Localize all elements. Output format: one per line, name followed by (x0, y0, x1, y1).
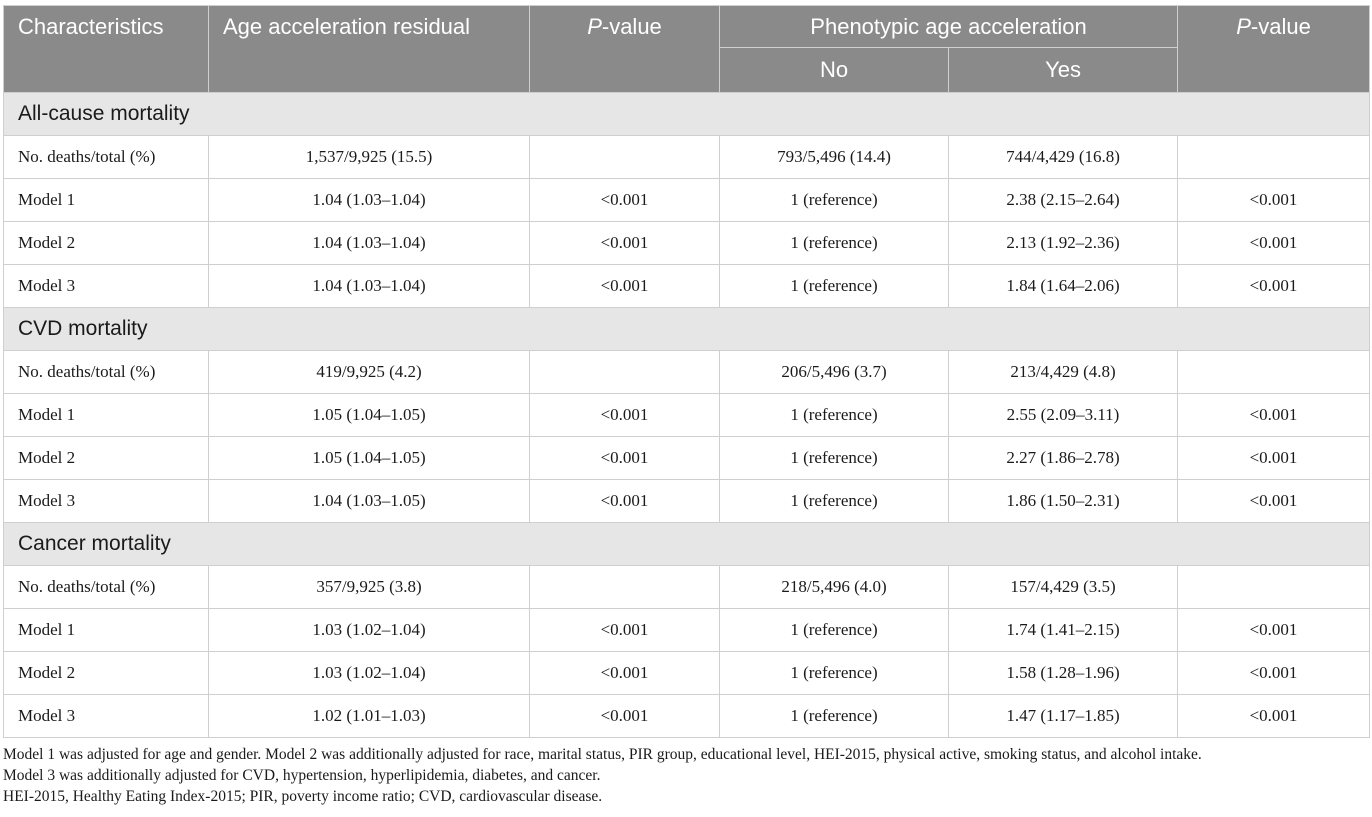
cell-no: 793/5,496 (14.4) (720, 136, 949, 179)
cell-residual: 1.04 (1.03–1.04) (209, 179, 530, 222)
table-row (4, 695, 1370, 738)
row-label: Model 3 (4, 695, 209, 738)
cell-p-value-1: <0.001 (530, 437, 720, 480)
row-label: Model 2 (4, 222, 209, 265)
cell-p-value-1 (530, 566, 720, 609)
row-label: Model 2 (4, 652, 209, 695)
cell-p-value-1: <0.001 (530, 222, 720, 265)
cell-p-value-2: <0.001 (1178, 179, 1370, 222)
cell-residual: 419/9,925 (4.2) (209, 351, 530, 394)
header-p-value-1: P-value (530, 6, 720, 93)
row-label: Model 3 (4, 265, 209, 308)
section-row (4, 308, 1370, 351)
table-row (4, 222, 1370, 265)
cell-p-value-2: <0.001 (1178, 609, 1370, 652)
cell-yes: 213/4,429 (4.8) (949, 351, 1178, 394)
cell-no: 1 (reference) (720, 437, 949, 480)
cell-no: 1 (reference) (720, 394, 949, 437)
row-label: No. deaths/total (%) (4, 136, 209, 179)
cell-p-value-1: <0.001 (530, 652, 720, 695)
cell-no: 1 (reference) (720, 695, 949, 738)
header-age-acceleration-residual: Age acceleration residual (209, 6, 530, 93)
results-table-container (3, 5, 1369, 807)
row-label: No. deaths/total (%) (4, 566, 209, 609)
table-row (4, 437, 1370, 480)
cell-p-value-1 (530, 136, 720, 179)
header-p-value-2: P-value (1178, 6, 1370, 93)
cell-no: 1 (reference) (720, 179, 949, 222)
cell-no: 1 (reference) (720, 609, 949, 652)
table-row (4, 566, 1370, 609)
header-characteristics: Characteristics (4, 6, 209, 93)
cell-yes: 2.55 (2.09–3.11) (949, 394, 1178, 437)
cell-p-value-2: <0.001 (1178, 437, 1370, 480)
section-row (4, 523, 1370, 566)
row-label: Model 2 (4, 437, 209, 480)
cell-p-value-2 (1178, 136, 1370, 179)
footnote-line: Model 3 was additionally adjusted for CVD, hypertension, hyperlipidemia, diabetes, and cancer. (3, 767, 601, 784)
table-header (4, 6, 1370, 93)
cell-yes: 1.84 (1.64–2.06) (949, 265, 1178, 308)
cell-p-value-1: <0.001 (530, 480, 720, 523)
cell-p-value-1: <0.001 (530, 394, 720, 437)
cell-yes: 1.86 (1.50–2.31) (949, 480, 1178, 523)
cell-yes: 1.74 (1.41–2.15) (949, 609, 1178, 652)
footnote-line: Model 1 was adjusted for age and gender. Model 2 was additionally adjusted for race, marital status, PIR group, educational level, HEI-2015, physical active, smoking status, and alcohol intake. (3, 746, 1202, 763)
table-row (4, 652, 1370, 695)
cell-p-value-2: <0.001 (1178, 265, 1370, 308)
cell-p-value-1: <0.001 (530, 609, 720, 652)
table-row (4, 265, 1370, 308)
header-no: No (720, 48, 949, 93)
header-yes: Yes (949, 48, 1178, 93)
cell-no: 1 (reference) (720, 222, 949, 265)
cell-p-value-1: <0.001 (530, 265, 720, 308)
cell-p-value-2: <0.001 (1178, 480, 1370, 523)
table-row (4, 136, 1370, 179)
cell-yes: 1.47 (1.17–1.85) (949, 695, 1178, 738)
cell-p-value-2: <0.001 (1178, 695, 1370, 738)
table-body (4, 93, 1370, 738)
cell-p-value-2 (1178, 566, 1370, 609)
table-row (4, 609, 1370, 652)
cell-p-value-2: <0.001 (1178, 394, 1370, 437)
footnote-line: HEI-2015, Healthy Eating Index-2015; PIR, poverty income ratio; CVD, cardiovascular disease. (3, 788, 603, 805)
cell-residual: 1.04 (1.03–1.05) (209, 480, 530, 523)
section-title: All-cause mortality (4, 93, 1370, 136)
cell-no: 1 (reference) (720, 652, 949, 695)
row-label: No. deaths/total (%) (4, 351, 209, 394)
section-title: CVD mortality (4, 308, 1370, 351)
cell-residual: 1,537/9,925 (15.5) (209, 136, 530, 179)
cell-yes: 744/4,429 (16.8) (949, 136, 1178, 179)
cell-no: 1 (reference) (720, 480, 949, 523)
cell-no: 206/5,496 (3.7) (720, 351, 949, 394)
cell-residual: 357/9,925 (3.8) (209, 566, 530, 609)
cell-yes: 2.13 (1.92–2.36) (949, 222, 1178, 265)
section-row (4, 93, 1370, 136)
cell-p-value-2: <0.001 (1178, 222, 1370, 265)
row-label: Model 1 (4, 179, 209, 222)
cell-residual: 1.05 (1.04–1.05) (209, 437, 530, 480)
cell-no: 218/5,496 (4.0) (720, 566, 949, 609)
cell-yes: 1.58 (1.28–1.96) (949, 652, 1178, 695)
cell-yes: 157/4,429 (3.5) (949, 566, 1178, 609)
row-label: Model 1 (4, 394, 209, 437)
cell-p-value-2 (1178, 351, 1370, 394)
cell-residual: 1.02 (1.01–1.03) (209, 695, 530, 738)
table-row (4, 480, 1370, 523)
row-label: Model 1 (4, 609, 209, 652)
table-row (4, 179, 1370, 222)
mortality-results-table (3, 5, 1370, 738)
table-footnotes (3, 744, 1369, 807)
cell-residual: 1.04 (1.03–1.04) (209, 265, 530, 308)
row-label: Model 3 (4, 480, 209, 523)
cell-residual: 1.03 (1.02–1.04) (209, 652, 530, 695)
cell-p-value-2: <0.001 (1178, 652, 1370, 695)
cell-residual: 1.05 (1.04–1.05) (209, 394, 530, 437)
cell-residual: 1.03 (1.02–1.04) (209, 609, 530, 652)
header-phenotypic-age-acceleration: Phenotypic age acceleration (720, 6, 1178, 48)
cell-yes: 2.38 (2.15–2.64) (949, 179, 1178, 222)
table-row (4, 351, 1370, 394)
cell-residual: 1.04 (1.03–1.04) (209, 222, 530, 265)
cell-p-value-1 (530, 351, 720, 394)
cell-p-value-1: <0.001 (530, 179, 720, 222)
section-title: Cancer mortality (4, 523, 1370, 566)
table-row (4, 394, 1370, 437)
cell-no: 1 (reference) (720, 265, 949, 308)
cell-yes: 2.27 (1.86–2.78) (949, 437, 1178, 480)
cell-p-value-1: <0.001 (530, 695, 720, 738)
